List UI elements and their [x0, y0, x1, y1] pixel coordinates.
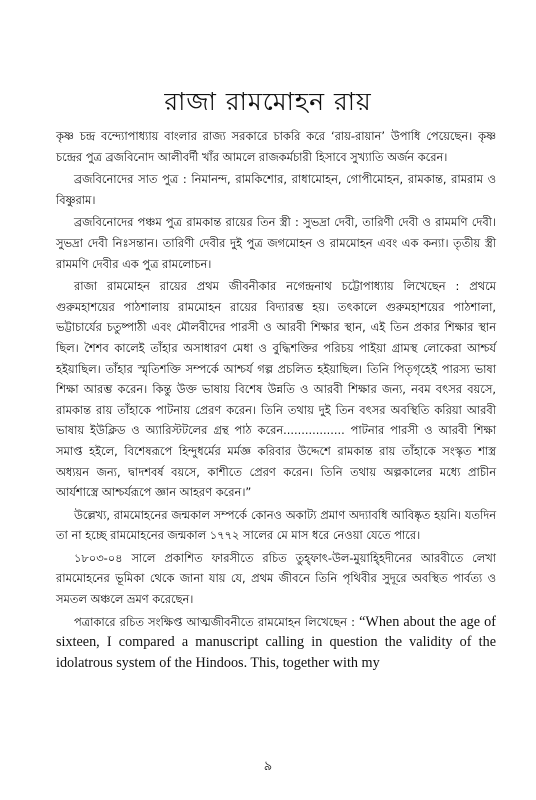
paragraph: ১৮০৩-০৪ সালে প্রকাশিত ফারসীতে রচিত তুহ্ফাৎ-উল-মুয়াহ্হিদীনের আরবীতে লেখা রামমোহনের ভূমিকা থেকে জানা যায় যে, প্রথম জীবনে তিনি পৃথিবীর সুদূরে অবস্থিত পার্বত্য ও সমতল অঞ্চলে ভ্রমণ করেছেন। — [56, 550, 496, 607]
paragraph: কৃষ্ণ চন্দ্র বন্দ্যোপাধ্যায় বাংলার রাজ্য সরকারে চাকরি করে ‘রায়-রায়ান’ উপাধি পেয়েছেন। কৃষ্ণ চন্দ্রের পুত্র ব্রজবিনোদ আলীবর্দী খাঁর আমলে রাজকর্মচারী হিসাবে সুখ্যাতি অর্জন করেন। — [56, 129, 496, 164]
paragraph: রাজা রামমোহন রায়ের প্রথম জীবনীকার নগেন্দ্রনাথ চট্টোপাধ্যায় লিখেছেন : প্রথমে গুরুমহাশয়ের পাঠশালায় রামমোহন রায়ের বিদ্যারম্ভ হয়। তৎকালে গুরুমহাশয়ের পাঠশালা, ভট্টাচার্যের চতুষ্পাঠী এবং মৌলবীদের পারসী ও আরবী শিক্ষার স্থান, এই তিন প্রকার শিক্ষার স্থান ছিল। শৈশব কালেই তাঁহার অসাধারণ মেধা ও বুদ্ধিশক্তির পরিচয় পাইয়া গ্রামস্থ লোকেরা আশ্চর্য হইয়াছিল। তাঁহার স্মৃতিশক্তি সম্পর্কে আশ্চর্য গল্প প্রচলিত হইয়াছিল। তিনি পিতৃগৃহেই পারস্য ভাষা শিক্ষা আরম্ভ করেন। কিন্তু উক্ত ভাষায় বিশেষ উন্নতি ও আরবী শিক্ষার জন্য, নবম বৎসর বয়সে, রামকান্ত রায় তাঁহাকে পাটনায় প্রেরণ করেন। তিনি তথায় দুই তিন বৎসর অবস্থিতি করিয়া আরবী ভাষায় ইউক্লিড ও অ্যারিস্টটলের গ্রন্থ পাঠ করেন................. পাটনার পারসী ও আরবী শিক্ষা সমাপ্ত হইলে, বিশেষরূপে হিন্দুধর্মের মর্মজ্ঞ করিবার উদ্দেশে রামকান্ত রায় তাঁহাকে সংস্কৃত শাস্ত্র অধ্যয়ন জন্য, দ্বাদশবর্ষ বয়সে, কাশীতে প্রেরণ করেন। তিনি তথায় অল্পকালের মধ্যে প্রাচীন আর্যশাস্ত্রে আশ্চর্যরূপে জ্ঞান আহরণ করেন।” — [56, 279, 496, 500]
english-quote: “When about the age of sixteen, I compared a manuscript calling in question the validity of the idolatrous system of the Hindoos. This, together with my — [56, 613, 496, 671]
body-text — [56, 126, 496, 675]
paragraph-bengali-part: পত্রাকারে রচিত সংক্ষিপ্ত আত্মজীবনীতে রামমোহন লিখেছেন : — [74, 614, 360, 629]
paragraph: উল্লেখ্য, রামমোহনের জন্মকাল সম্পর্কে কোনও অকাট্য প্রমাণ অদ্যাবধি আবিষ্কৃত হয়নি। যতদিন তা না হচ্ছে রামমোহনের জন্মকাল ১৭৭২ সালের মে মাস ধরে নেওয়া যেতে পারে। — [56, 507, 496, 543]
paragraph-mixed — [56, 612, 496, 674]
chapter-title: রাজা রামমোহন রায় — [164, 87, 372, 116]
paragraph: ব্রজবিনোদের পঞ্চম পুত্র রামকান্ত রায়ের তিন স্ত্রী : সুভদ্রা দেবী, তারিণী দেবী ও রামমণি দেবী। সুভদ্রা দেবী নিঃসন্তান। তারিণী দেবীর দুই পুত্র জগমোহন ও রামমোহন এবং এক কন্যা। তৃতীয় স্ত্রী রামমণি দেবীর এক পুত্র রামলোচন। — [56, 215, 496, 271]
paragraph: ব্রজবিনোদের সাত পুত্র : নিমানন্দ, রামকিশোর, রাধামোহন, গোপীমোহন, রামকান্ত, রামরাম ও বিষ্ণুরাম। — [56, 172, 496, 207]
page-number: ৯ — [263, 759, 273, 774]
